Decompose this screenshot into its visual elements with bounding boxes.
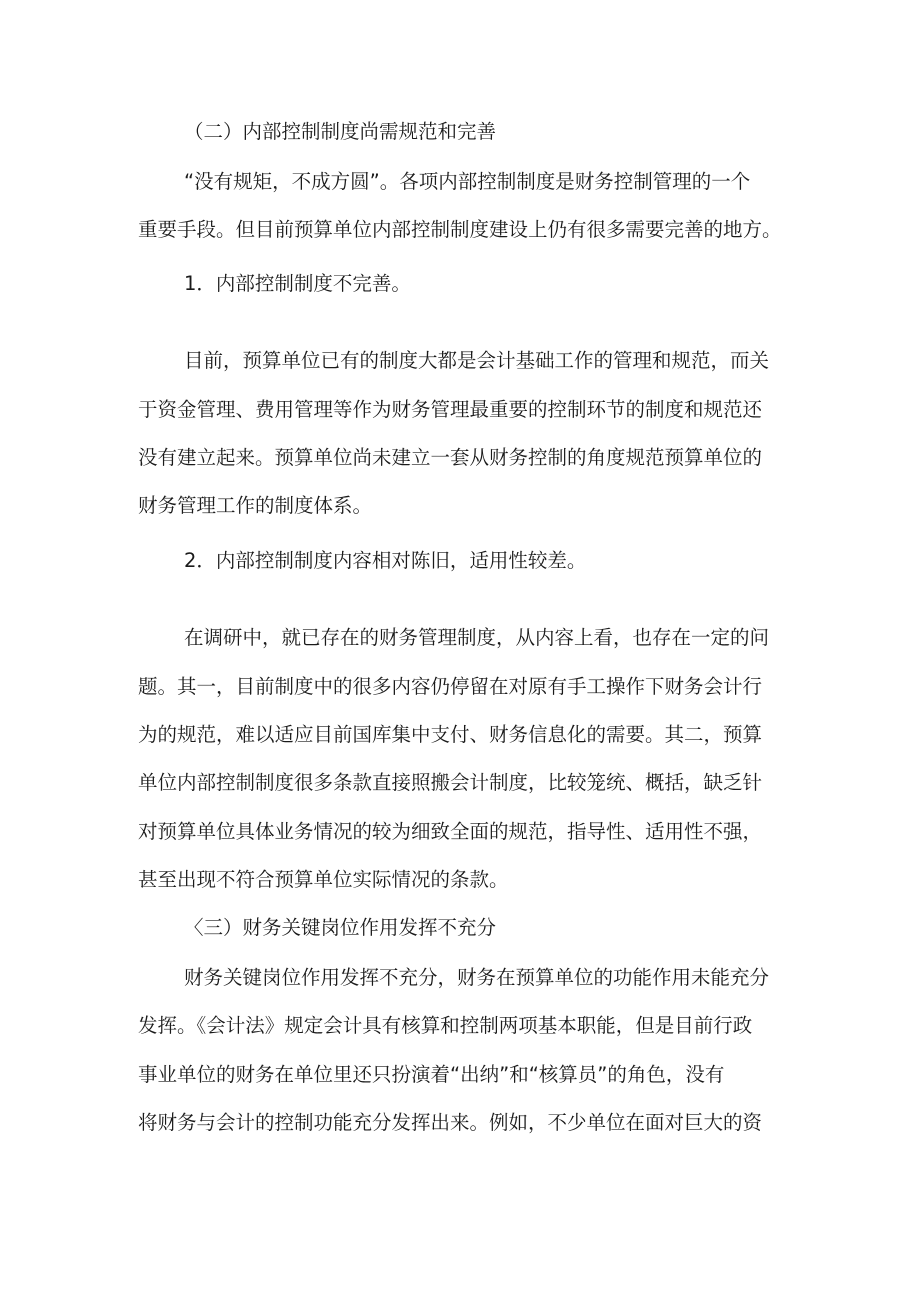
paragraph-line: 目前，预算单位已有的制度大都是会计基础工作的管理和规范，而关 [184, 349, 770, 372]
paragraph-line: 对预算单位具体业务情况的较为细致全面的规范，指导性、适用性不强， [138, 820, 763, 843]
paragraph-line: 在调研中，就已存在的财务管理制度，从内容上看，也存在一定的问 [184, 626, 770, 649]
section-heading-internal-control: （二）内部控制制度尚需规范和完善 [184, 120, 497, 143]
paragraph-line: 题。其一，目前制度中的很多内容仍停留在对原有手工操作下财务会计行 [138, 675, 763, 698]
paragraph-line: 将财务与会计的控制功能充分发挥出来。例如，不少单位在面对巨大的资 [138, 1111, 763, 1134]
paragraph-line: 财务管理工作的制度体系。 [138, 494, 373, 517]
paragraph-line: 发挥。《会计法》规定会计具有核算和控制两项基本职能，但是目前行政 [138, 1014, 753, 1037]
paragraph-line: “没有规矩，不成方圆”。各项内部控制制度是财务控制管理的一个 [184, 170, 751, 193]
paragraph-line: 为的规范，难以适应目前国库集中支付、财务信息化的需要。其二，预算 [138, 723, 763, 746]
paragraph-line: 事业单位的财务在单位里还只扮演着“出纳”和“核算员”的角色，没有 [138, 1063, 725, 1086]
subheading-imperfect-system: 1．内部控制制度不完善。 [184, 272, 411, 295]
paragraph-line: 甚至出现不符合预算单位实际情况的条款。 [138, 868, 509, 891]
paragraph-line: 没有建立起来。预算单位尚未建立一套从财务控制的角度规范预算单位的 [138, 446, 763, 469]
paragraph-line: 重要手段。但目前预算单位内部控制制度建设上仍有很多需要完善的地方。 [138, 218, 782, 241]
section-heading-key-positions: 〈三）财务关键岗位作用发挥不充分 [184, 916, 497, 939]
paragraph-line: 单位内部控制制度很多条款直接照搬会计制度，比较笼统、概括，缺乏针 [138, 771, 763, 794]
subheading-outdated-content: 2．内部控制制度内容相对陈旧，适用性较差。 [184, 549, 587, 572]
paragraph-line: 财务关键岗位作用发挥不充分，财务在预算单位的功能作用未能充分 [184, 966, 770, 989]
paragraph-line: 于资金管理、费用管理等作为财务管理最重要的控制环节的制度和规范还 [138, 398, 763, 421]
